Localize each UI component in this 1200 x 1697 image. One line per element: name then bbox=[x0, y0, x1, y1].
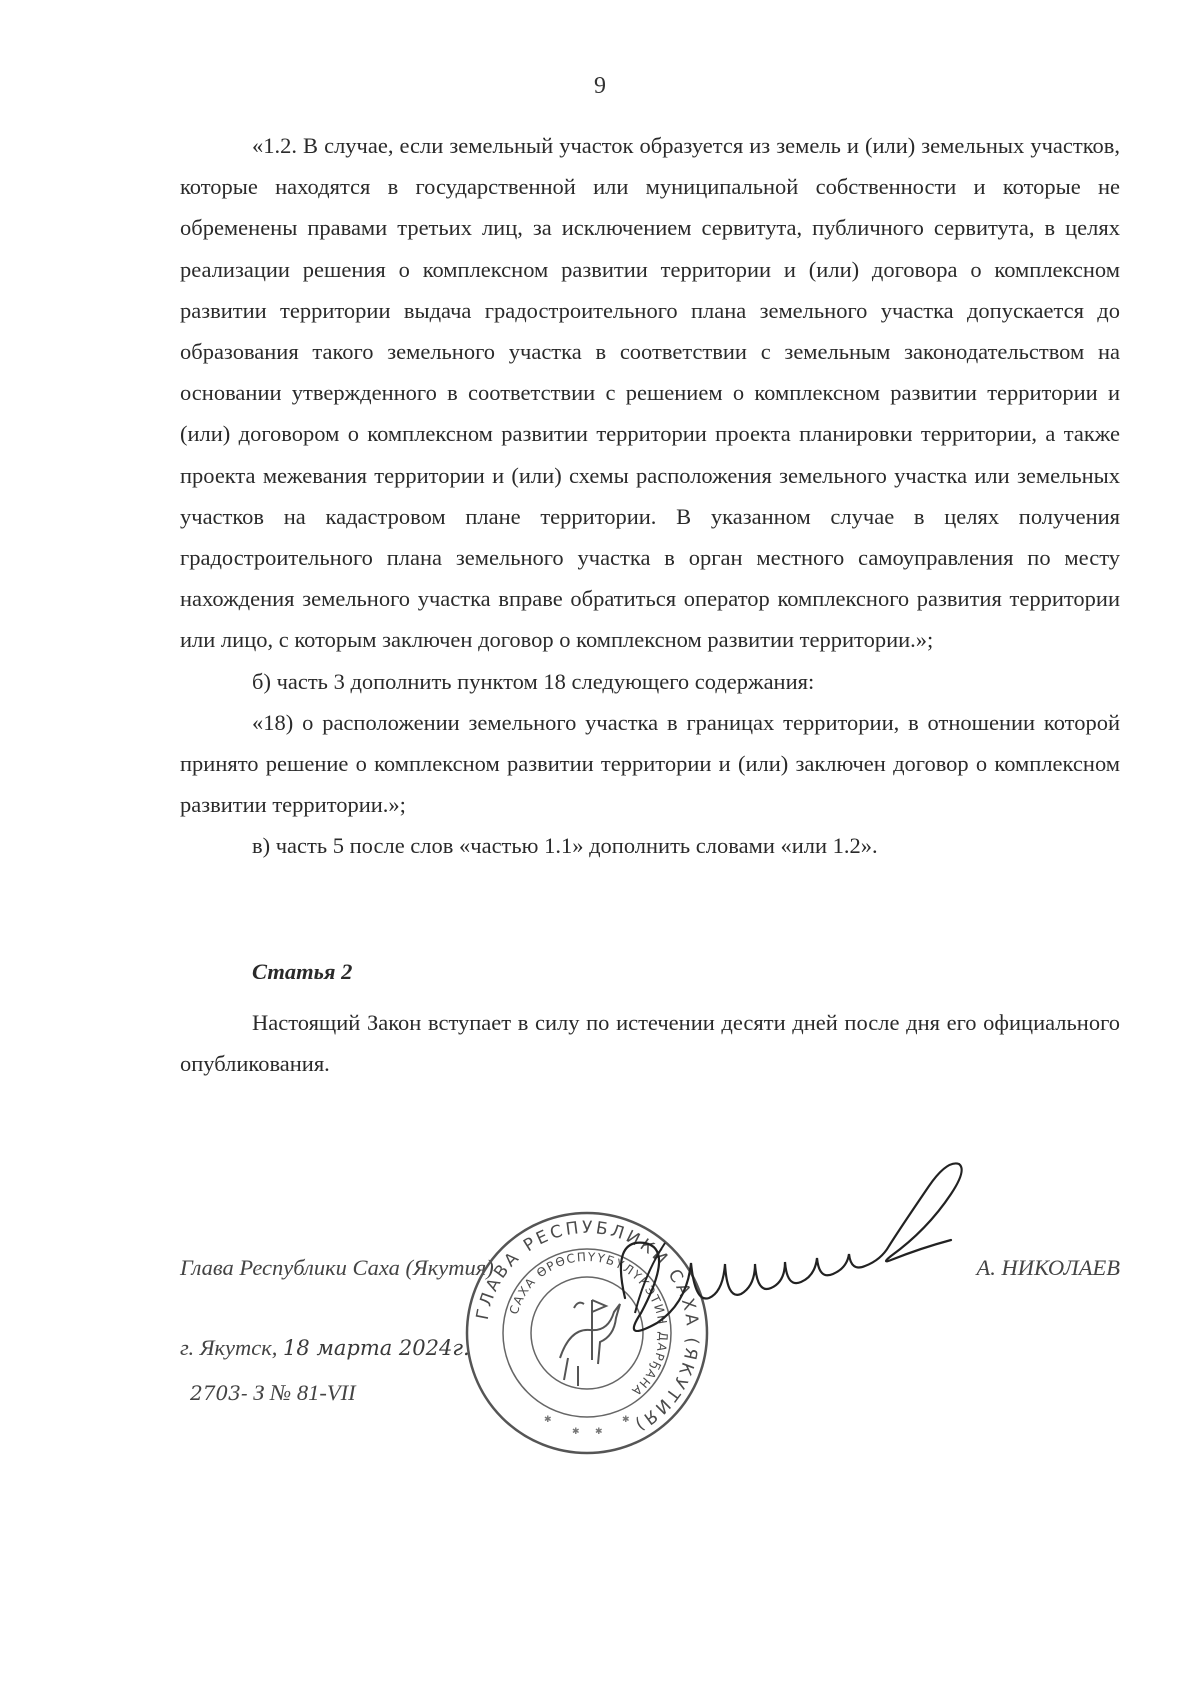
handwritten-date: 18 марта 2024г. bbox=[283, 1336, 470, 1360]
svg-text:✱: ✱ bbox=[544, 1415, 552, 1425]
paragraph-v: в) часть 5 после слов «частью 1.1» дополнить словами «или 1.2». bbox=[252, 833, 878, 859]
registration-number bbox=[190, 1379, 356, 1407]
signer-name: А. НИКОЛАЕВ bbox=[976, 1255, 1120, 1280]
handwritten-reg-prefix: 2703- bbox=[190, 1381, 248, 1405]
body-text bbox=[180, 125, 1120, 867]
place-date bbox=[180, 1334, 470, 1362]
article-heading: Статья 2 bbox=[252, 959, 353, 984]
handwritten-signature bbox=[605, 1158, 985, 1348]
seal-stars bbox=[544, 1415, 630, 1437]
svg-text:✱: ✱ bbox=[595, 1427, 603, 1437]
seal-inner-text: САХА ӨРӨСПҮҮБҮЛҮКЭТИН ДАРҔАНА bbox=[506, 1249, 671, 1400]
paragraph-1-2: «1.2. В случае, если земельный участок образуется из земель и (или) земельных участков, которые находятся в государственной или муниципальной собственности и которые не обременены правами третьих лиц, за исключением сервитута, публичного сервитута, в целях реализации решения о комплексном развитии территории и (или) договора о комплексном развитии территории выдача градостроительного плана земельного участка допускается до образования такого земельного участка в соответствии с земельным законодательством на основании утвержденного в соответствии с решением о комплексном развитии территории и (или) договором о комплексном развитии территории проекта планировки территории, а также проекта межевания территории и (или) схемы расположения земельного участка или земельных участков на кадастровом плане территории. В указанном случае в целях получения градостроительного плана земельного участка в орган местного самоуправления по месту нахождения земельного участка вправе обратиться оператор комплексного развития территории или лицо, с которым заключен договор о комплексном развитии территории.»; bbox=[180, 133, 1120, 653]
article-paragraph: Настоящий Закон вступает в силу по истечении десяти дней после дня его официального опубликования. bbox=[180, 1010, 1120, 1077]
place-prefix: г. Якутск, bbox=[180, 1335, 278, 1360]
svg-text:✱: ✱ bbox=[622, 1415, 630, 1425]
paragraph-b: б) часть 3 дополнить пунктом 18 следующего содержания: bbox=[252, 668, 815, 694]
svg-text:✱: ✱ bbox=[572, 1427, 580, 1437]
paragraph-18: «18) о расположении земельного участка в границах территории, в отношении которой принято решение о комплексном развитии территории и (или) заключен договор о комплексном развитии территории.»; bbox=[180, 709, 1120, 818]
reg-printed: З № 81-VII bbox=[253, 1380, 356, 1405]
article-text bbox=[180, 1002, 1120, 1084]
seal-outer-text: ГЛАВА РЕСПУБЛИКИ САХА (ЯКУТИЯ) bbox=[472, 1217, 703, 1436]
page-number: 9 bbox=[594, 73, 606, 99]
signer-title: Глава Республики Саха (Якутия) bbox=[180, 1255, 494, 1280]
